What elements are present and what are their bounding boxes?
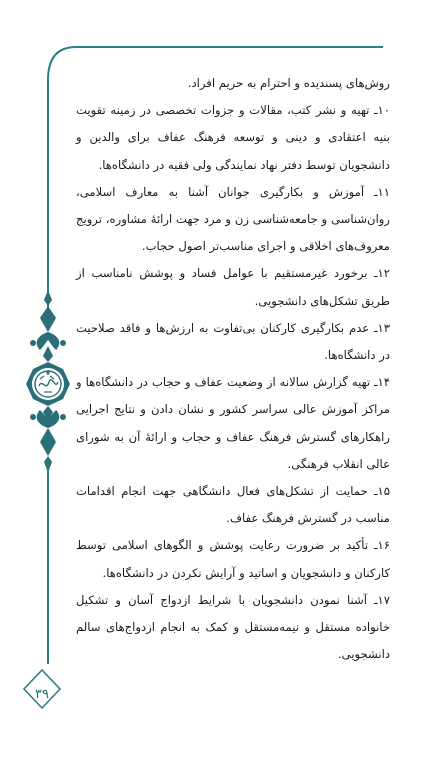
paragraph: ۱۴ـ تهیه گزارش سالانه از وضعیت عفاف و حجاب در دانشگاه‌ها و مراکز آموزش عالی سراسر کشور و نشان دادن و نتایج اجرایی راهکارهای گسترش فرهنگ عفاف و حجاب و ارائهٔ آن به شورای عالی انقلاب فرهنگی. xyxy=(76,375,390,471)
paragraph: ۱۵ـ حمایت از تشکل‌های فعال دانشگاهی جهت انجام اقدامات مناسب در گسترش فرهنگ عفاف. xyxy=(76,484,390,526)
medallion-emblem xyxy=(26,362,70,406)
paragraph: ۱۶ـ تأکید بر ضرورت رعایت پوشش و الگوهای اسلامی توسط کارکنان و دانشجویان و اساتید و آرایش نکردن در دانشگاه‌ها. xyxy=(76,538,390,580)
paragraph: ۱۷ـ آشنا نمودن دانشجویان با شرایط ازدواج آسان و تشکیل خانواده مستقل و نیمه‌مستقل و کمک به انجام ازدواج‌های سالم دانشجویی. xyxy=(76,592,390,662)
paragraph: ۱۳ـ عدم بکارگیری کارکنان بی‌تفاوت به ارزش‌ها و فاقد صلاحیت در دانشگاه‌ها. xyxy=(76,320,390,363)
page-number: ۳۹ xyxy=(35,687,49,702)
paragraph: روش‌های پسندیده و احترام به حریم افراد. xyxy=(187,76,390,90)
ornament-lower xyxy=(30,406,66,472)
paragraph: ۱۲ـ برخورد غیرمستقیم با عوامل فساد و پوشش نامناسب از طریق تشکل‌های دانشجویی. xyxy=(76,266,390,308)
ornament-upper xyxy=(30,290,66,362)
paragraph: ۱۰ـ تهیه و نشر کتب، مقالات و جزوات تخصصی در زمینه تقویت بنیه اعتقادی و دینی و توسعه فرهنگ عفاف برای والدین و دانشجویان توسط دفتر نهاد نمایندگی ولی فقیه در دانشگاه‌ها. xyxy=(76,103,390,172)
paragraph: ۱۱ـ آموزش و بکارگیری جوانان آشنا به معارف اسلامی، روان‌شناسی و جامعه‌شناسی زن و مرد جهت ارائهٔ مشاوره، ترویج معروف‌های اخلاقی و اجرای مناسب‌تر اصول حجاب. xyxy=(76,184,390,254)
main-text xyxy=(76,70,390,668)
